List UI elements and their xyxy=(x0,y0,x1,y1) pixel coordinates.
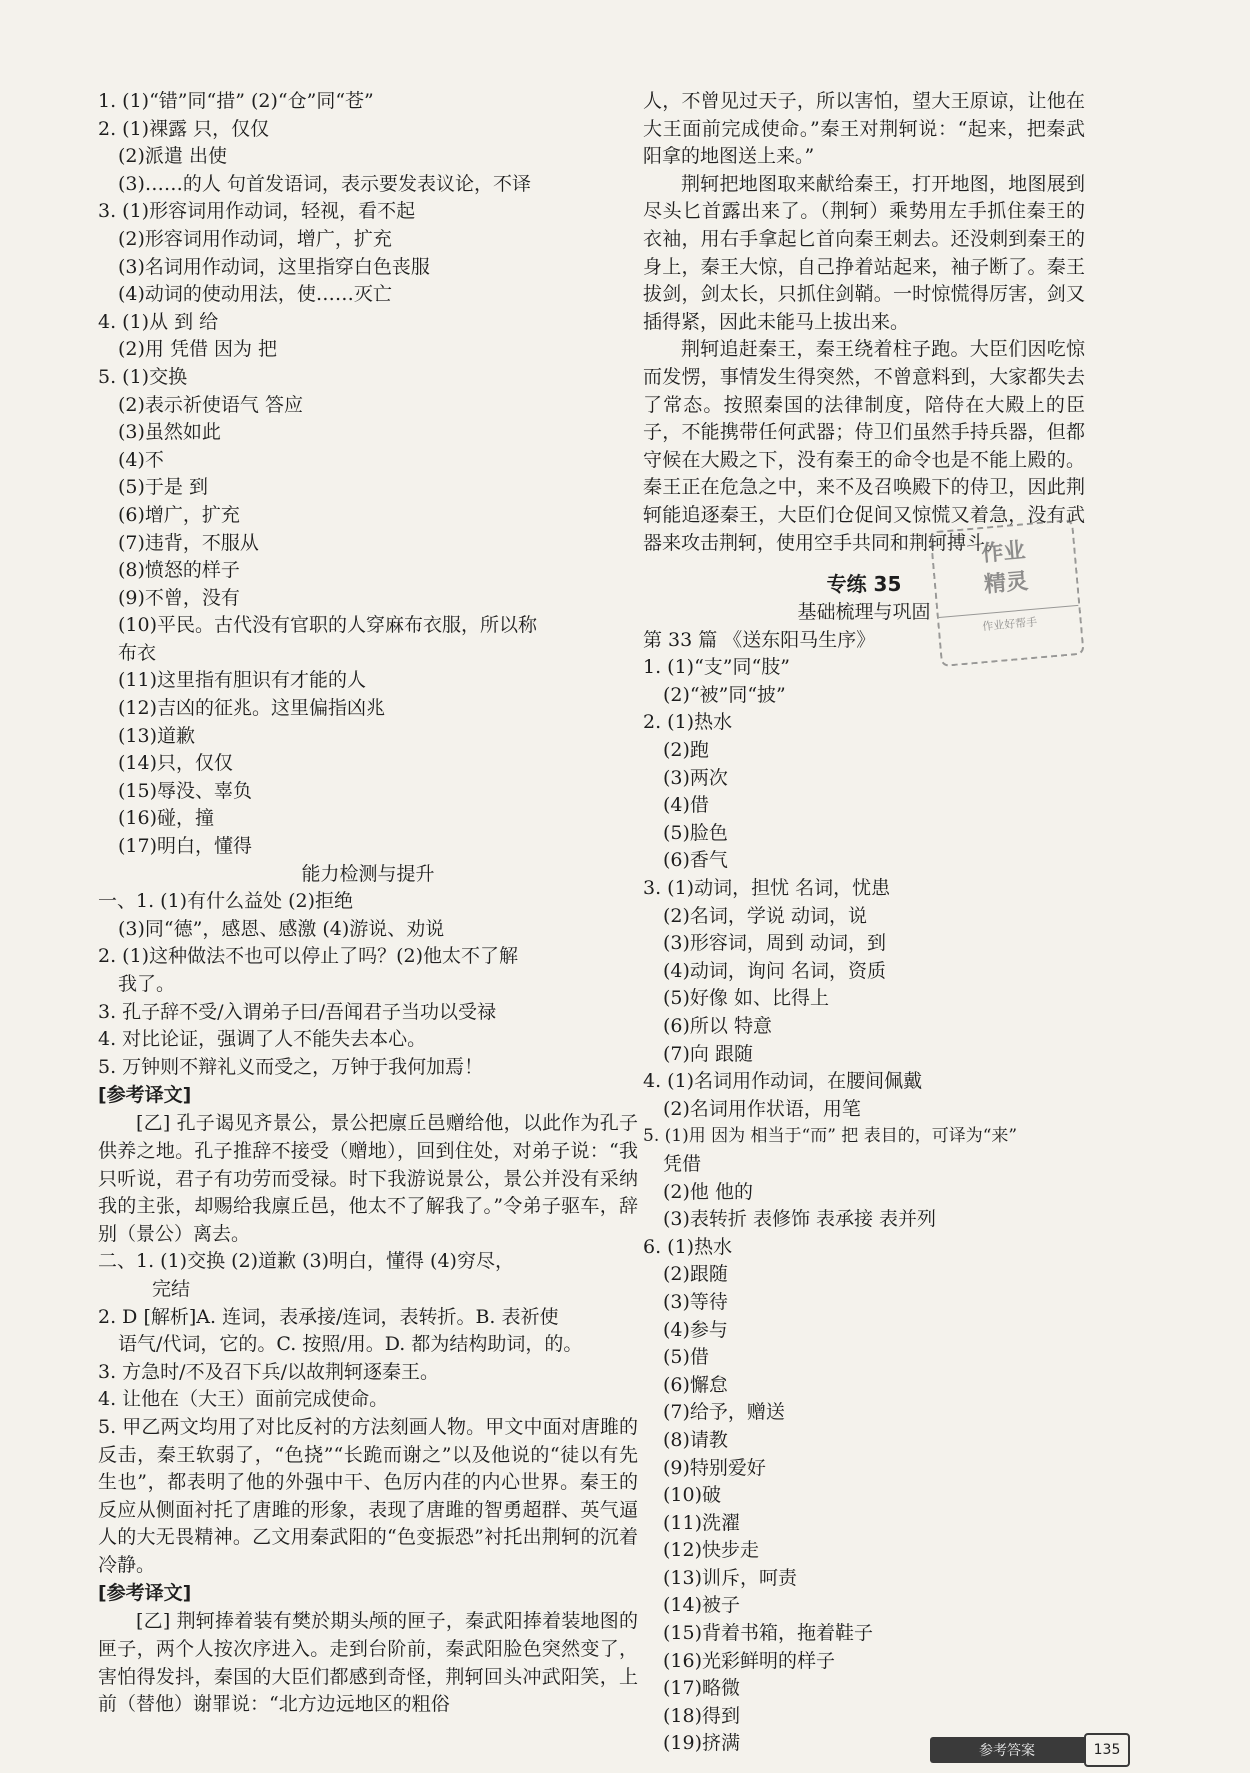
answer-line: (5)脸色 xyxy=(663,821,728,844)
answer-line: (7)违背，不服从 xyxy=(118,531,259,554)
answer-line: 完结 xyxy=(152,1277,191,1300)
answer-line: (19)挤满 xyxy=(663,1732,741,1755)
translation-paragraph: 荆轲把地图取来献给秦王，打开地图，地图展到尽头匕首露出来了。（荆轲）乘势用左手抓住秦王的衣袖，用右手拿起匕首向秦王刺去。还没刺到秦王的身上，秦王大惊，自己挣着站起来，袖子断了。秦王拔剑，剑太长，只抓住剑鞘。一时惊慌得厉害，剑又插得紧，因此未能马上拔出来。 xyxy=(643,172,1085,333)
answer-line: (16)碰，撞 xyxy=(118,807,215,830)
stamp-line: 作业 xyxy=(980,538,1027,568)
answer-line: 5. 万钟则不辩礼义而受之，万钟于我何加焉！ xyxy=(98,1055,484,1078)
watermark-stamp xyxy=(929,519,1084,667)
answer-line: (13)道歉 xyxy=(118,724,196,747)
answer-line: 5. (1)交换 xyxy=(98,365,188,388)
left-column xyxy=(98,88,638,1719)
answer-line: (7)向 跟随 xyxy=(663,1042,753,1065)
answer-line: (2)跑 xyxy=(663,739,709,762)
answer-line: 1. (1)“支”同“肢” xyxy=(643,656,790,679)
answer-line: (3)等待 xyxy=(663,1290,728,1313)
answer-line: (14)被子 xyxy=(663,1594,741,1617)
answer-line: (2)形容词用作动词，增广，扩充 xyxy=(118,227,392,250)
answer-line: 布衣 xyxy=(118,641,157,664)
answer-line: 3. 孔子辞不受/入谓弟子曰/吾闻君子当功以受禄 xyxy=(98,1000,496,1023)
answer-line: (4)动词的使动用法，使……灭亡 xyxy=(118,283,392,306)
answer-line: (5)于是 到 xyxy=(118,476,208,499)
answer-line: 3. 方急时/不及召下兵/以故荆轲逐秦王。 xyxy=(98,1360,439,1383)
answer-line: (2)表示祈使语气 答应 xyxy=(118,393,303,416)
answer-line: (5)借 xyxy=(663,1346,709,1369)
answer-line: 语气/代词，它的。C. 按照/用。D. 都为结构助词，的。 xyxy=(118,1333,583,1356)
answer-line: 我了。 xyxy=(118,973,176,995)
answer-line: (8)请教 xyxy=(663,1428,728,1451)
footer-label: 参考答案 xyxy=(979,1743,1035,1759)
answer-line: (8)愤怒的样子 xyxy=(118,559,240,582)
answer-line: (10)平民。古代没有官职的人穿麻布衣服，所以称 xyxy=(118,614,538,637)
answer-line: (4)动词，询问 名词，资质 xyxy=(663,959,886,982)
answer-line: (4)参与 xyxy=(663,1318,728,1341)
answer-paragraph: 5. 甲乙两文均用了对比反衬的方法刻画人物。甲文中面对唐雎的反击，秦王软弱了，“色挠”“长跪而谢之”以及他说的“徒以有先生也”，都表明了他的外强中干、色厉内荏的内心世界。秦王的反应从侧面衬托了唐雎的形象，表现了唐雎的智勇超群、英气逼人的大无畏精神。乙文用秦武阳的“色变振恐”衬托出荆轲的沉着冷静。 xyxy=(98,1415,638,1576)
answer-line: (2)用 凭借 因为 把 xyxy=(118,338,278,361)
answer-line: (3)两次 xyxy=(663,766,728,789)
stamp-line: 精灵 xyxy=(983,569,1030,598)
answer-line: 4. 对比论证，强调了人不能失去本心。 xyxy=(98,1028,427,1051)
answer-line: 5. (1)用 因为 相当于“而” 把 表目的，可译为“来” xyxy=(643,1126,1018,1147)
answer-line: (11)洗濯 xyxy=(663,1511,741,1534)
answer-line: 4. 让他在（大王）面前完成使命。 xyxy=(98,1388,389,1411)
answer-line: 2. D [解析]A. 连词，表承接/连词，表转折。B. 表祈使 xyxy=(98,1305,559,1328)
answer-line: (11)这里指有胆识有才能的人 xyxy=(118,669,367,692)
answer-line: (3)形容词，周到 动词，到 xyxy=(663,932,886,955)
answer-line: (17)略微 xyxy=(663,1677,741,1700)
reference-translation-label: [参考译文] xyxy=(98,1582,192,1605)
answer-line: (2)他 他的 xyxy=(663,1180,753,1203)
answer-line: (6)增广，扩充 xyxy=(118,503,240,526)
answer-line: (2)名词用作状语，用笔 xyxy=(663,1097,861,1120)
answer-line: 4. (1)从 到 给 xyxy=(98,310,219,333)
translation-paragraph: 荆轲追赶秦王，秦王绕着柱子跑。大臣们因吃惊而发愣，事情发生得突然，不曾意料到，大家都失去了常态。按照秦国的法律制度，陪侍在大殿上的臣子，不能携带任何武器；侍卫们虽然手持兵器，但都守候在大殿之下，没有秦王的命令也是不能上殿的。秦王正在危急之中，来不及召唤殿下的侍卫，因此荆轲能追逐秦王，大臣们仓促间又惊慌又着急，没有武器来攻击荆轲，使用空手共同和荆轲搏斗。 xyxy=(643,338,1085,554)
answer-line: (15)辱没、辜负 xyxy=(118,779,253,802)
answer-line: 1. (1)“错”同“措” (2)“仓”同“苍” xyxy=(98,90,374,112)
stamp-line: 作业好帮手 xyxy=(939,605,1080,638)
answer-line: (18)得到 xyxy=(663,1704,741,1727)
answer-line: (2)名词，学说 动词，说 xyxy=(663,904,867,927)
page-number: 135 xyxy=(1084,1733,1130,1767)
answer-line: (4)不 xyxy=(118,448,164,471)
answer-line: 2. (1)热水 xyxy=(643,711,733,734)
answer-line: (3)名词用作动词，这里指穿白色丧服 xyxy=(118,255,430,278)
answer-line: (16)光彩鲜明的样子 xyxy=(663,1649,836,1672)
answer-line: (3)……的人 句首发语词，表示要发表议论，不译 xyxy=(118,172,531,195)
section-heading: 能力检测与提升 xyxy=(301,862,435,885)
answer-line: (5)好像 如、比得上 xyxy=(663,987,829,1010)
answer-line: (3)虽然如此 xyxy=(118,421,221,444)
answer-line: 3. (1)形容词用作动词，轻视，看不起 xyxy=(98,200,416,223)
answer-line: 凭借 xyxy=(663,1152,702,1175)
right-column xyxy=(643,88,1085,1758)
answer-line: (6)懈怠 xyxy=(663,1373,728,1396)
answer-line: (2)派遣 出使 xyxy=(118,145,227,168)
answer-line: 4. (1)名词用作动词，在腰间佩戴 xyxy=(643,1070,923,1093)
answer-line: (7)给予，赠送 xyxy=(663,1401,785,1424)
answer-line: (9)特别爱好 xyxy=(663,1456,766,1479)
section-heading: 基础梳理与巩固 xyxy=(797,601,931,624)
footer-badge xyxy=(930,1737,1126,1763)
answer-line: (13)训斥，呵责 xyxy=(663,1566,798,1589)
answer-line: 6. (1)热水 xyxy=(643,1235,733,1258)
reference-translation: [乙] 荆轲捧着装有樊於期头颅的匣子，秦武阳捧着装地图的匣子，两个人按次序进入。走到台阶前，秦武阳脸色突然变了，害怕得发抖，秦国的大臣们都感到奇怪，荆轲回头冲武阳笑，上前（替他）谢罪说：“北方边远地区的粗俗 xyxy=(98,1610,638,1716)
answer-line: (9)不曾，没有 xyxy=(118,586,240,609)
answer-line: (2)“被”同“披” xyxy=(663,683,786,706)
answer-line: (3)表转折 表修饰 表承接 表并列 xyxy=(663,1208,937,1231)
chapter-title: 第 33 篇 《送东阳马生序》 xyxy=(643,628,876,651)
answer-line: (12)快步走 xyxy=(663,1539,760,1562)
reference-translation: [乙] 孔子谒见齐景公，景公把廪丘邑赠给他，以此作为孔子供养之地。孔子推辞不接受（赠地），回到住处，对弟子说：“我只听说，君子有功劳而受禄。时下我游说景公，景公并没有采纳我的主张，却赐给我廪丘邑，他太不了解我了。”令弟子驱车，辞别（景公）离去。 xyxy=(98,1112,638,1245)
answer-line: (10)破 xyxy=(663,1484,722,1507)
answer-line: 3. (1)动词，担忧 名词，忧患 xyxy=(643,877,891,900)
reference-translation-label: [参考译文] xyxy=(98,1084,192,1107)
answer-line: (17)明白，懂得 xyxy=(118,835,253,858)
exercise-title: 专练 35 xyxy=(826,572,902,597)
answer-line: (14)只，仅仅 xyxy=(118,752,234,775)
answer-line: (6)所以 特意 xyxy=(663,1015,772,1037)
translation-paragraph: 人，不曾见过天子，所以害怕，望大王原谅，让他在大王面前完成使命。”秦王对荆轲说：“起来，把秦武阳拿的地图送上来。” xyxy=(643,90,1085,168)
answer-line: 一、1. (1)有什么益处 (2)拒绝 xyxy=(98,890,354,913)
answer-line: (4)借 xyxy=(663,794,709,817)
answer-line: (2)跟随 xyxy=(663,1263,728,1286)
answer-line: (6)香气 xyxy=(663,849,728,872)
answer-line: (12)吉凶的征兆。这里偏指凶兆 xyxy=(118,697,386,720)
answer-line: (3)同“德”，感恩、感激 (4)游说、劝说 xyxy=(118,917,445,940)
answer-line: 2. (1)裸露 只，仅仅 xyxy=(98,117,270,140)
answer-line: 二、1. (1)交换 (2)道歉 (3)明白，懂得 (4)穷尽， xyxy=(98,1250,514,1273)
answer-line: (15)背着书箱，拖着鞋子 xyxy=(663,1622,874,1645)
answer-line: 2. (1)这种做法不也可以停止了吗？(2)他太不了解 xyxy=(98,945,518,968)
